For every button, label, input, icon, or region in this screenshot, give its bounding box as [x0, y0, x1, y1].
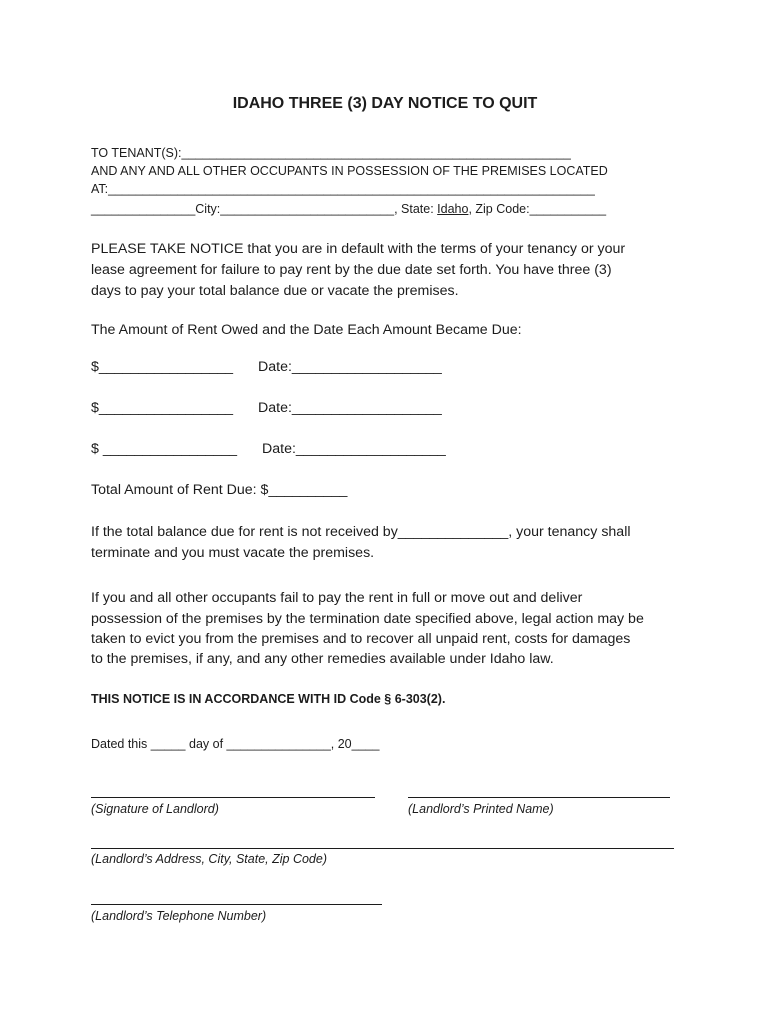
notice-line-2: lease agreement for failure to pay rent by the due date set forth. You have three (3) — [91, 262, 612, 278]
zip-field-text: , Zip Code:___________ — [468, 202, 607, 216]
page-title: IDAHO THREE (3) DAY NOTICE TO QUIT — [232, 95, 538, 112]
landlord-signature-label: (Signature of Landlord) — [91, 802, 219, 816]
city-field-text: _______________City:_________________________, State: — [91, 202, 438, 216]
legal-line-2: possession of the premises by the termination date specified above, legal action may be — [91, 611, 644, 627]
rent-date-field-2[interactable]: Date:___________________ — [258, 400, 442, 416]
landlord-address-label: (Landlord’s Address, City, State, Zip Code) — [91, 852, 327, 866]
rent-amount-field-2[interactable]: $_________________ — [91, 400, 234, 416]
legal-line-3: taken to evict you from the premises and to recover all unpaid rent, costs for damages — [91, 631, 631, 647]
landlord-phone-line[interactable] — [91, 904, 382, 905]
legal-line-1: If you and all other occupants fail to pay the rent in full or move out and deliver — [91, 590, 583, 606]
occupants-text: AND ANY AND ALL OTHER OCCUPANTS IN POSSESSION OF THE PREMISES LOCATED — [91, 164, 608, 178]
rent-date-field-1[interactable]: Date:___________________ — [258, 359, 442, 375]
rent-amount-field-3[interactable]: $ _________________ — [91, 441, 237, 457]
terminate-line-2: terminate and you must vacate the premises. — [91, 545, 375, 561]
state-value: Idaho — [437, 202, 469, 216]
total-rent-due-field[interactable]: Total Amount of Rent Due: $__________ — [91, 482, 348, 498]
tenant-name-field[interactable]: TO TENANT(S):________________________________________________________ — [91, 146, 571, 160]
rent-date-field-3[interactable]: Date:___________________ — [262, 441, 446, 457]
rent-owed-heading: The Amount of Rent Owed and the Date Each Amount Became Due: — [91, 322, 522, 338]
terminate-line-1: If the total balance due for rent is not received by______________, your tenancy shall — [91, 524, 631, 540]
legal-line-4: to the premises, if any, and any other remedies available under Idaho law. — [91, 651, 554, 667]
dated-field[interactable]: Dated this _____ day of _______________, 20____ — [91, 737, 380, 751]
landlord-printed-name-line[interactable] — [408, 797, 670, 798]
landlord-address-line[interactable] — [91, 848, 674, 849]
rent-amount-field-1[interactable]: $_________________ — [91, 359, 234, 375]
landlord-signature-line[interactable] — [91, 797, 375, 798]
landlord-printed-name-label: (Landlord’s Printed Name) — [408, 802, 554, 816]
premises-address-field[interactable]: AT:______________________________________________________________________ — [91, 182, 595, 196]
notice-line-3: days to pay your total balance due or vacate the premises. — [91, 283, 459, 299]
notice-line-1: PLEASE TAKE NOTICE that you are in default with the terms of your tenancy or your — [91, 241, 626, 257]
landlord-phone-label: (Landlord’s Telephone Number) — [91, 909, 267, 923]
accordance-statement: THIS NOTICE IS IN ACCORDANCE WITH ID Code § 6-303(2). — [91, 692, 446, 706]
city-state-zip-field[interactable] — [91, 202, 606, 216]
